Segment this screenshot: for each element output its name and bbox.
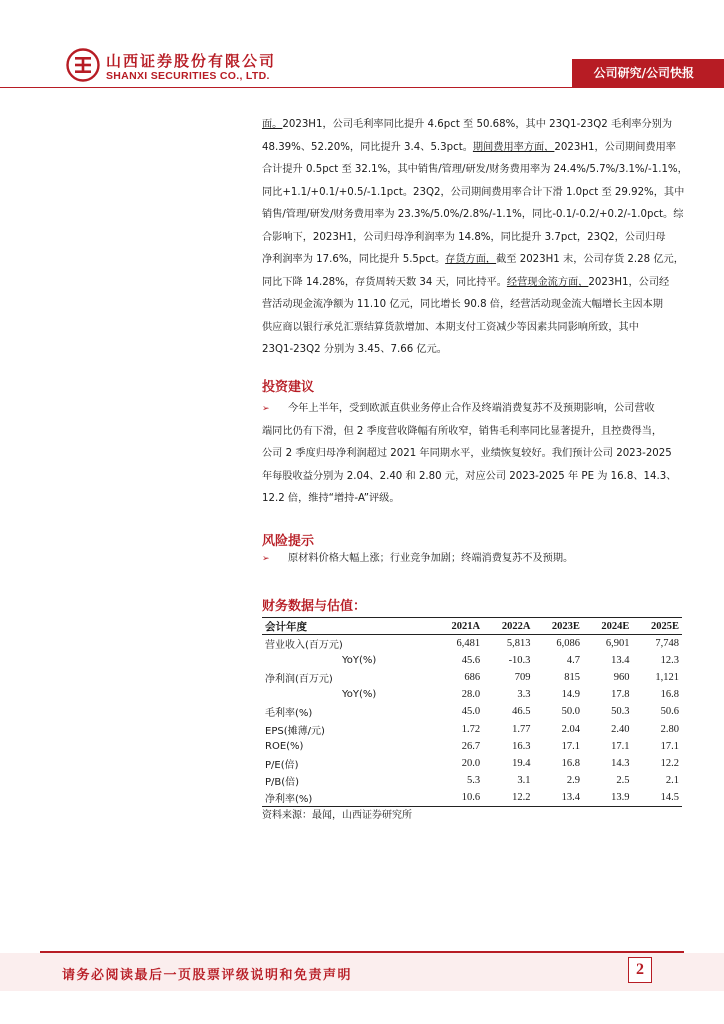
risk-text [262, 548, 682, 571]
analysis-paragraph [262, 114, 688, 362]
table-cell: 46.5 [512, 706, 531, 718]
table-cell: 6,086 [556, 637, 580, 649]
table-header-year: 2024E [583, 618, 633, 635]
table-cell: 2.5 [616, 775, 630, 787]
table-cell: 1.72 [461, 723, 481, 735]
bullet-line: 公司 2 季度归母净利润超过 2021 年同期水平，业绩恢复较好。我们预计公司 2023-2025 [262, 448, 672, 459]
table-cell: 26.7 [461, 740, 481, 752]
row-label: 净利润(百万元) [265, 673, 333, 685]
bullet-line: 今年上半年，受到欧派直供业务停止合作及终端消费复苏不及预期影响，公司营收 [288, 403, 655, 414]
table-cell: -10.3 [508, 654, 531, 666]
table-cell: 2.9 [566, 775, 580, 787]
table-cell: 13.9 [583, 789, 633, 806]
paragraph-line [262, 227, 682, 250]
table-cell: 7,748 [655, 637, 679, 649]
text-segment: 2023H1，公司经 [588, 276, 670, 288]
section-title-financials: 财务数据与估值： [262, 599, 367, 614]
table-cell: 13.4 [533, 789, 583, 806]
text-segment: 合计提升 0.5pct 至 32.1%，其中销售/管理/研发/财务费用率为 24.4%/5.7%/3.1%/-1.1%， [262, 164, 688, 175]
row-label: 净利率(%) [262, 789, 433, 806]
table-cell: 960 [613, 671, 630, 683]
text-segment: 销售/管理/研发/财务费用率为 23.3%/5.0%/2.8%/-1.1%，同比-0.1/-0.2/+0.2/-1.0pct。综 [262, 209, 684, 220]
table-cell: 6,901 [605, 637, 630, 649]
row-label: 营业收入(百万元) [265, 639, 343, 651]
table-row [262, 738, 682, 755]
underlined-keyword: 面。 [262, 119, 283, 130]
row-label: EPS(摊薄/元) [265, 725, 325, 737]
table-cell: 1.77 [512, 723, 531, 735]
section-title-investment: 投资建议 [262, 380, 315, 395]
table-cell: 709 [514, 671, 531, 683]
table-cell: 12.2 [660, 757, 679, 769]
table-cell: 2.04 [561, 723, 580, 735]
table-header-year: 2021A [433, 618, 483, 635]
table-row [262, 686, 682, 703]
table-cell: 45.6 [461, 654, 481, 666]
text-segment: 营活动现金流净额为 11.10 亿元，同比增长 90.8 倍，经营活动现金流大幅增长主因本期 [262, 299, 663, 310]
text-segment: 合影响下，2023H1，公司归母净利润率为 14.8%，同比提升 3.7pct，23Q2，公司归母 [262, 231, 666, 243]
text-segment: 23Q1-23Q2 分别为 3.45、7.66 亿元。 [262, 344, 447, 355]
company-name-en: SHANXI SECURITIES CO., LTD. [106, 70, 270, 82]
text-segment: 2023H1，公司毛利率同比提升 4.6pct 至 50.68%，其中 23Q1-23Q2 毛利率分别为 [282, 119, 673, 130]
bullet-line: 年每股收益分别为 2.04、2.40 和 2.80 元，对应公司 2023-2025 年 PE 为 16.8、14.3、 [262, 470, 677, 482]
table-cell: 5.3 [466, 775, 481, 787]
underlined-keyword: 存货方面， [445, 254, 497, 265]
table-cell: 2.1 [665, 775, 679, 787]
paragraph-line [262, 249, 682, 272]
paragraph-line [262, 339, 682, 362]
table-header-year: 2025E [632, 618, 682, 635]
table-cell: 3.1 [517, 775, 531, 787]
page-number: 2 [628, 957, 652, 983]
table-row [262, 635, 682, 652]
report-category-tag: 公司研究/公司快报 [572, 59, 724, 87]
table-cell: 2.80 [660, 723, 679, 735]
table-cell: 17.1 [660, 740, 679, 752]
table-cell: 17.1 [561, 740, 580, 752]
company-name-cn: 山西证券股份有限公司 [106, 52, 277, 70]
table-cell: 10.6 [433, 789, 483, 806]
row-label: P/B(倍) [265, 777, 300, 789]
table-source-note: 资料来源：最闻，山西证券研究所 [262, 810, 412, 821]
paragraph-line [262, 272, 682, 295]
paragraph-line [262, 294, 682, 317]
text-segment: 48.39%、52.20%，同比提升 3.4、5.3pct。 [262, 141, 473, 153]
table-cell: 815 [564, 671, 580, 683]
text-segment: 同比下降 14.28%，存货周转天数 34 天，同比持平。 [262, 276, 507, 288]
row-label: YoY(%) [342, 654, 377, 666]
table-header-year: 2023E [533, 618, 583, 635]
table-cell: 19.4 [512, 757, 531, 769]
table-row [262, 703, 682, 720]
table-cell: 14.3 [611, 757, 630, 769]
table-cell: 16.8 [660, 689, 679, 701]
table-cell: 16.8 [561, 757, 580, 769]
table-cell: 686 [464, 671, 481, 683]
paragraph-line [262, 137, 682, 160]
table-cell: 50.3 [611, 706, 630, 718]
table-cell: 16.3 [512, 740, 531, 752]
table-cell: 50.0 [561, 706, 580, 718]
table-row [262, 652, 682, 669]
investment-advice-text [262, 398, 682, 511]
table-cell: 50.6 [660, 706, 679, 718]
table-row [262, 755, 682, 772]
bullet-line: 12.2 倍，维持“增持-A”评级。 [262, 493, 400, 504]
text-segment: 截至 2023H1 末，公司存货 2.28 亿元， [496, 254, 684, 265]
text-segment: 供应商以银行承兑汇票结算货款增加、本期支付工资减少等因素共同影响所致，其中 [262, 321, 639, 333]
text-segment: 同比+1.1/+0.1/+0.5/-1.1pct。23Q2，公司期间费用率合计下滑 1.0pct 至 29.92%，其中 [262, 186, 685, 198]
financial-table [262, 617, 682, 807]
header-divider [0, 87, 724, 88]
table-cell: 2.40 [611, 723, 630, 735]
row-label: ROE(%) [265, 740, 304, 752]
row-label: 毛利率(%) [265, 708, 313, 720]
bullet-arrow-icon: ➢ [262, 404, 270, 414]
bullet-line: 原材料价格大幅上涨；行业竞争加剧；终端消费复苏不及预期。 [288, 553, 574, 564]
table-cell: 13.4 [611, 654, 630, 666]
paragraph-line [262, 114, 682, 137]
table-header-row [262, 618, 682, 635]
bullet-line: 端同比仍有下滑，但 2 季度营收降幅有所收窄，销售毛利率同比显著提升，且控费得当， [262, 425, 663, 437]
table-cell: 20.0 [461, 757, 481, 769]
table-cell: 28.0 [461, 689, 481, 701]
paragraph-line [262, 159, 688, 182]
footer-disclaimer: 请务必阅读最后一页股票评级说明和免责声明 [62, 968, 353, 983]
table-cell: 12.2 [483, 789, 533, 806]
table-header-label: 会计年度 [262, 618, 433, 635]
row-label: YoY(%) [342, 689, 377, 701]
table-row [262, 772, 682, 789]
paragraph-line [262, 204, 682, 227]
underlined-keyword: 经营现金流方面， [506, 276, 589, 288]
underlined-keyword: 期间费用率方面， [472, 141, 555, 153]
table-row [262, 669, 682, 686]
row-label: P/E(倍) [265, 759, 299, 771]
table-cell: 6,481 [456, 637, 481, 649]
table-cell: 5,813 [506, 637, 531, 649]
table-cell: 14.5 [632, 789, 682, 806]
table-row [262, 789, 682, 806]
paragraph-line [262, 182, 685, 205]
table-row [262, 720, 682, 737]
table-cell: 17.1 [611, 740, 630, 752]
text-segment: 2023H1，公司期间费用率 [554, 141, 676, 153]
table-header-year: 2022A [483, 618, 533, 635]
company-logo-icon [66, 48, 100, 82]
bullet-arrow-icon: ➢ [262, 554, 270, 564]
table-cell: 4.7 [566, 654, 580, 666]
table-cell: 3.3 [517, 689, 531, 701]
table-cell: 14.9 [561, 689, 580, 701]
text-segment: 净利润率为 17.6%，同比提升 5.5pct。 [262, 254, 446, 265]
paragraph-line [262, 317, 682, 340]
table-cell: 45.0 [461, 706, 481, 718]
section-title-risk: 风险提示 [262, 534, 315, 549]
table-cell: 17.8 [611, 689, 630, 701]
table-cell: 1,121 [655, 671, 679, 683]
table-cell: 12.3 [660, 654, 679, 666]
